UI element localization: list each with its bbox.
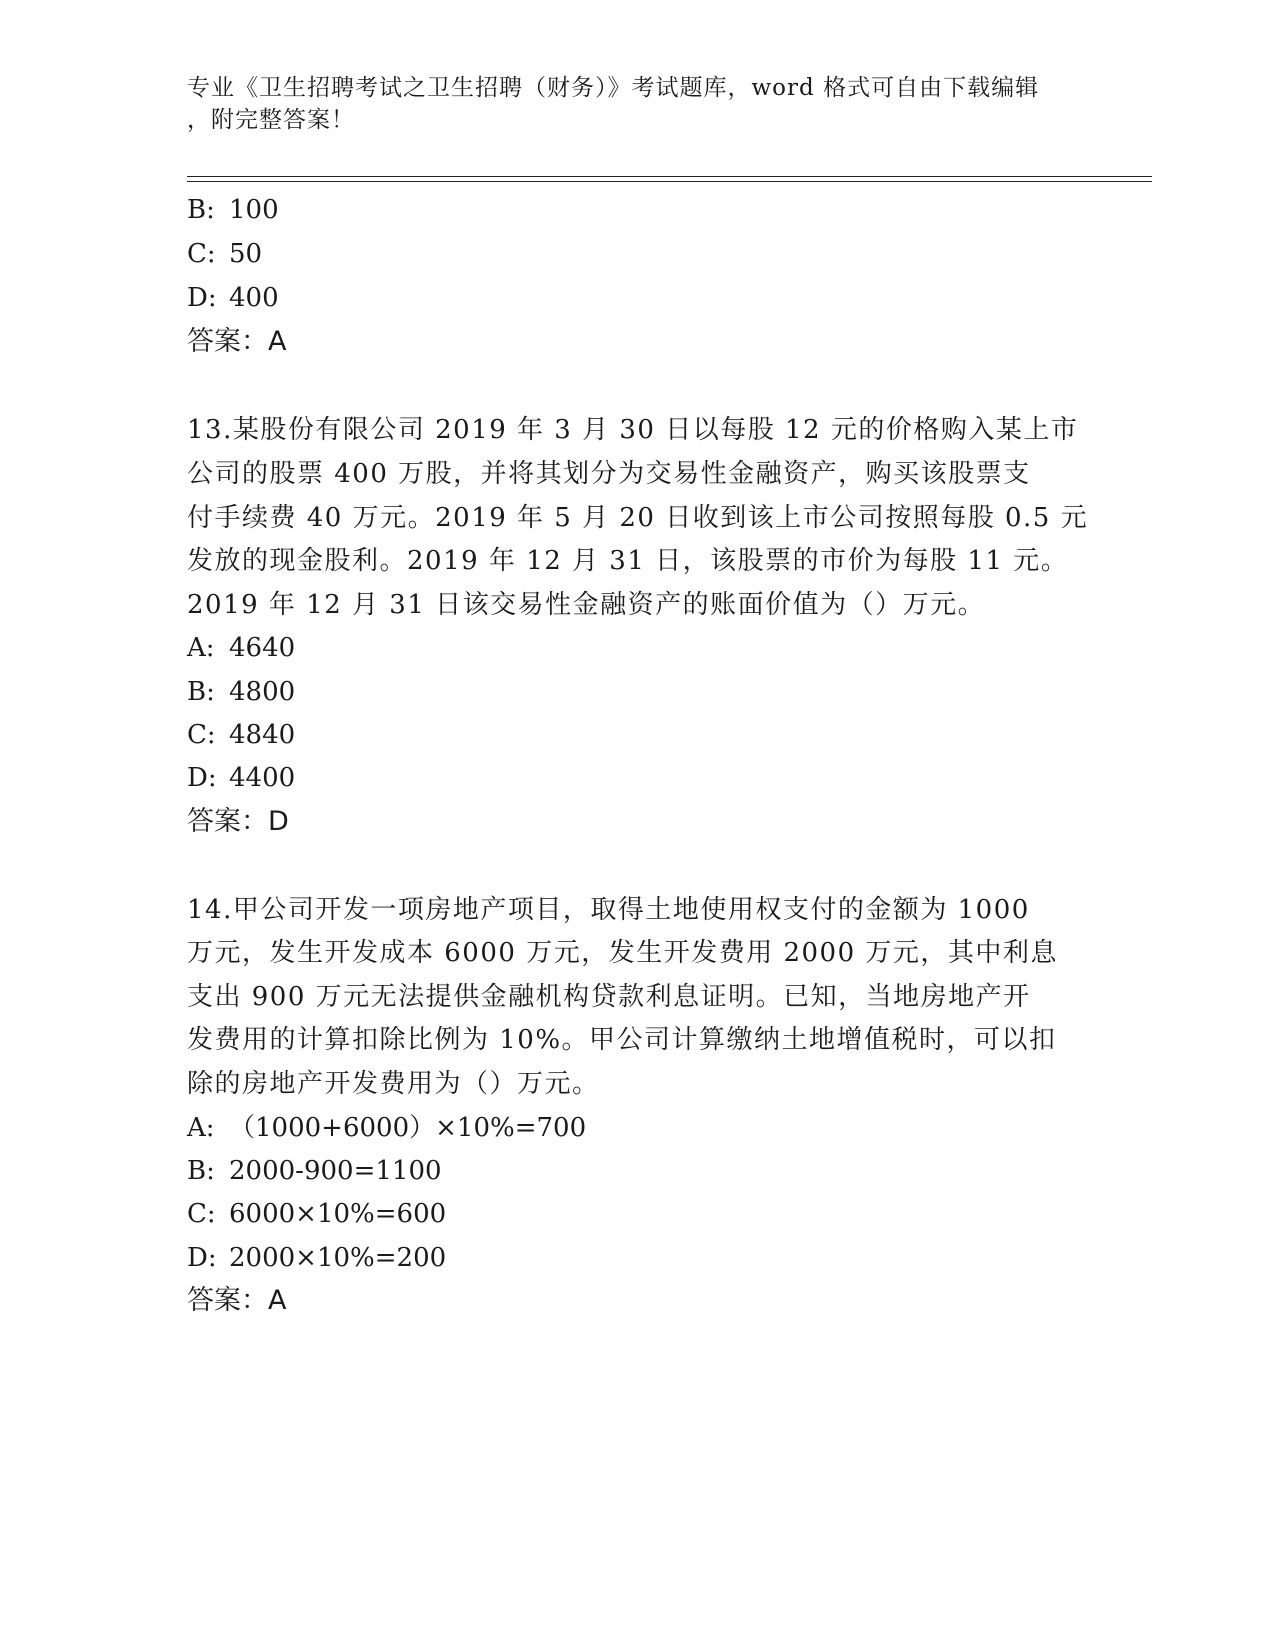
- option-letter: D:: [187, 283, 217, 313]
- option-text: 2000×10%=200: [229, 1243, 447, 1273]
- q14-stem-line-4: 发费用的计算扣除比例为 10%。甲公司计算缴纳土地增值税时，可以扣: [187, 1025, 1057, 1055]
- q14-option-d: [187, 1240, 446, 1276]
- q12-answer: 答案：A: [187, 326, 287, 357]
- option-letter: A:: [187, 633, 215, 663]
- option-text: 2000-900=1100: [229, 1156, 442, 1186]
- q13-answer: 答案：D: [187, 806, 289, 837]
- q14-stem-line-1: 14.甲公司开发一项房地产项目，取得土地使用权支付的金额为 1000: [187, 895, 1030, 925]
- header-rule-bottom: [187, 181, 1152, 182]
- option-letter: B:: [187, 1156, 215, 1186]
- option-text: 4400: [229, 763, 296, 793]
- header-title-line-2: ，附完整答案！: [187, 107, 355, 133]
- option-text: 6000×10%=600: [229, 1199, 447, 1229]
- q13-option-a: [187, 630, 295, 666]
- q14-option-b: [187, 1153, 442, 1189]
- option-text: 400: [229, 283, 279, 313]
- option-text: 4800: [229, 677, 296, 707]
- option-text: 4840: [229, 720, 296, 750]
- option-letter: C:: [187, 720, 216, 750]
- q13-stem-line-2: 公司的股票 400 万股，并将其划分为交易性金融资产，购买该股票支: [187, 459, 1031, 489]
- q12-option-d: [187, 280, 279, 316]
- q13-stem-line-4: 发放的现金股利。2019 年 12 月 31 日，该股票的市价为每股 11 元。: [187, 546, 1069, 576]
- option-text: 100: [229, 195, 279, 225]
- option-text: （1000+6000）×10%=700: [229, 1113, 587, 1143]
- option-text: 50: [229, 239, 263, 269]
- q13-stem-line-1: 13.某股份有限公司 2019 年 3 月 30 日以每股 12 元的价格购入某上市: [187, 415, 1079, 445]
- header-title-line-1: 专业《卫生招聘考试之卫生招聘（财务）》考试题库，word 格式可自由下载编辑: [187, 75, 1040, 101]
- option-letter: D:: [187, 1243, 217, 1273]
- option-letter: B:: [187, 195, 215, 225]
- q14-option-c: [187, 1196, 446, 1232]
- q14-answer: 答案：A: [187, 1285, 287, 1316]
- option-letter: B:: [187, 677, 215, 707]
- q14-option-a: [187, 1110, 586, 1146]
- q13-option-c: [187, 717, 295, 753]
- q12-option-c: [187, 236, 262, 272]
- q12-option-b: [187, 192, 279, 228]
- q13-stem-line-5: 2019 年 12 月 31 日该交易性金融资产的账面价值为（）万元。: [187, 590, 986, 620]
- q14-stem-line-2: 万元，发生开发成本 6000 万元，发生开发费用 2000 万元，其中利息: [187, 938, 1058, 968]
- q14-stem-line-5: 除的房地产开发费用为（）万元。: [187, 1069, 600, 1099]
- option-letter: A:: [187, 1113, 215, 1143]
- option-letter: C:: [187, 1199, 216, 1229]
- q13-option-d: [187, 760, 295, 796]
- option-letter: D:: [187, 763, 217, 793]
- header-rule-top: [187, 176, 1152, 177]
- q13-option-b: [187, 674, 295, 710]
- option-text: 4640: [229, 633, 296, 663]
- option-letter: C:: [187, 239, 216, 269]
- q14-stem-line-3: 支出 900 万元无法提供金融机构贷款利息证明。已知，当地房地产开: [187, 982, 1031, 1012]
- q13-stem-line-3: 付手续费 40 万元。2019 年 5 月 20 日收到该上市公司按照每股 0.5 元: [187, 503, 1089, 533]
